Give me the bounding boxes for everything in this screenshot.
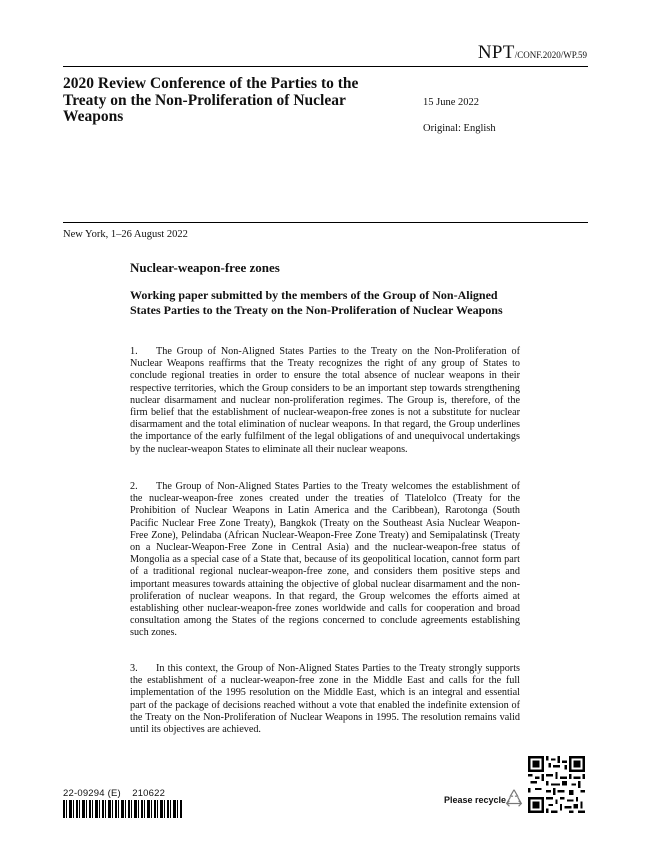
paragraph-number: 1. — [130, 346, 138, 357]
please-recycle-label: Please recycle — [444, 795, 507, 805]
session-location: New York, 1–26 August 2022 — [63, 229, 188, 240]
working-paper-title: Working paper submitted by the members of the Group of Non-Aligned States Parties to the Treaty on the Non-Proliferation of Nuclear Weapons — [130, 288, 503, 317]
original-language: Original: English — [423, 123, 496, 134]
top-divider — [63, 66, 588, 67]
paragraph-text: The Group of Non-Aligned States Parties to the Treaty on the Non-Proliferation of Nuclear Weapons reaffirms that the Treaty recognizes the right of any group of States to conclude regional treaties in order to ensure the total absence of nuclear weapons in their respective territories, which the Group considers to be an important step towards strengthening nuclear disarmament and nuclear non-proliferation regimes. The Group is, therefore, of the firm belief that the establishment of nuclear-weapon-free zones is not a substitute for nuclear disarmament and the total elimination of nuclear weapons. In that regard, the Group underlines the importance of the early fulfilment of the legal obligations of and unequivocal undertakings by the nuclear-weapon States to eliminate all their nuclear weapons. — [130, 346, 520, 455]
recycle-icon — [503, 787, 525, 809]
paragraph-number: 3. — [130, 663, 138, 674]
paragraph-3 — [130, 663, 520, 736]
qr-code-icon — [528, 756, 585, 813]
paragraph-2 — [130, 481, 520, 640]
document-symbol — [478, 42, 587, 64]
item-title: Nuclear-weapon-free zones — [130, 260, 280, 275]
paragraph-number: 2. — [130, 481, 138, 492]
paragraph-text: The Group of Non-Aligned States Parties to the Treaty welcomes the establishment of the nuclear-weapon-free zones created under the treaties of Tlatelolco (Treaty for the Prohibition of Nuclear Weapons in Latin America and the Caribbean), Rarotonga (South Pacific Nuclear Free Zone Treaty), Bangkok (Treaty on the Southeast Asia Nuclear Weapon-Free Zone), Pelindaba (African Nuclear-Weapon-Free Zone Treaty) and Semipalatinsk (Treaty on a Nuclear-Weapon-Free Zone in Central Asia) and the nuclear-weapon-free status of Mongolia as a special case of a State that, because of its geopolitical location, cannot form part of a traditional regional nuclear-weapon-free zone, and considers them positive steps and important measures towards attaining the objective of global nuclear disarmament and the non-proliferation of nuclear weapons. In that regard, the Group welcomes the efforts aimed at establishing other nuclear-weapon-free zones worldwide and calls for cooperation and broad consultation among the States of the regions concerned to conclude agreements establishing such zones. — [130, 481, 520, 639]
document-date: 15 June 2022 — [423, 97, 479, 108]
paragraph-1 — [130, 346, 520, 456]
barcode-icon — [63, 800, 183, 818]
npt-label: NPT — [477, 42, 515, 63]
document-code: /CONF.2020/WP.59 — [514, 50, 587, 60]
middle-divider — [63, 222, 588, 223]
conference-title: 2020 Review Conference of the Parties to the Treaty on the Non-Proliferation of Nuclear Weapons — [63, 75, 359, 125]
paragraph-text: In this context, the Group of Non-Aligned States Parties to the Treaty strongly supports the establishment of a nuclear-weapon-free zone in the Middle East and calls for the full implementation of the 1995 resolution on the Middle East, which is an integral and essential part of the package of decisions reached without a vote that enabled the indefinite extension of the Treaty on the Non-Proliferation of Nuclear Weapons in 1995. The resolution remains valid until its objectives are achieved. — [130, 663, 520, 736]
document-number: 22-09294 (E) 210622 — [63, 788, 166, 799]
